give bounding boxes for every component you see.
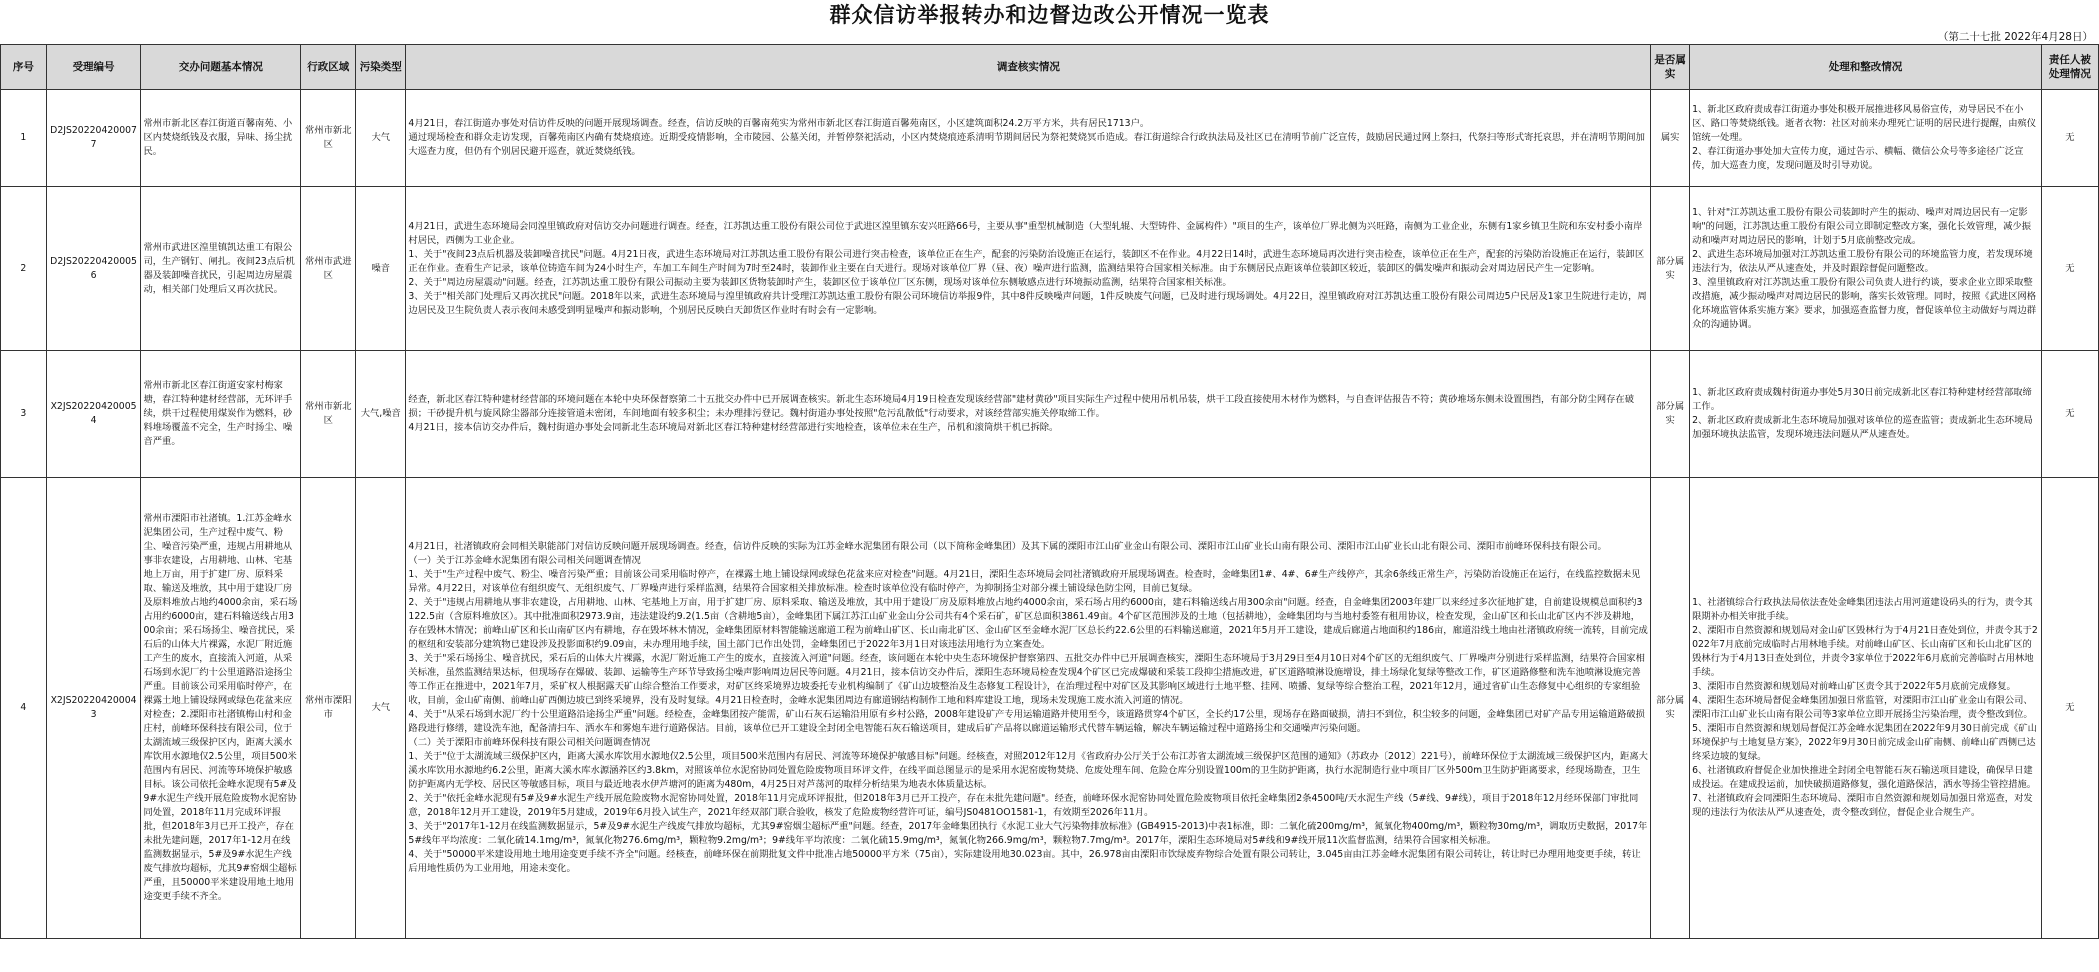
seq-cell: 4	[1, 478, 47, 939]
handling-cell	[1690, 478, 2042, 939]
verified-cell: 部分属实	[1651, 351, 1690, 478]
header-verified: 是否属实	[1651, 45, 1690, 90]
handling-paragraph: 6、社渚镇政府督促企业加快推进全封闭全电智能石灰石输送项目建设，确保早日建成投运。在建成投运前，加快破损道路修复，强化道路保洁，洒水等扬尘管控措施。	[1692, 765, 2037, 790]
handling-paragraph: 2、武进生态环境局加强对江苏凯达重工股份有限公司的环境监管力度，若发现环境违法行为，依法从严从速查处，并及时跟踪督促问题整改。	[1692, 248, 2033, 274]
header-id: 受理编号	[46, 45, 141, 90]
investigation-paragraph: 3、关于"相关部门处理后又再次扰民"问题。2018年以来，武进生态环境局与湟里镇政府共计受理江苏凯达重工股份有限公司环境信访举报9件，其中8件反映噪声问题，1件反映废气问题，已及时进行现场调处。4月22日，湟里镇政府对江苏凯达重工股份有限公司周边5户民居及1家卫生院进行走访，周边居民及卫生院负责人表示夜间未感受到明显噪声和振动影响，个别居民反映白天卸货区作业时有时会有一定影响。	[408, 290, 1647, 316]
handling-paragraph: 3、湟里镇政府对江苏凯达重工股份有限公司负责人进行约谈，要求企业立即采取整改措施，减少振动噪声对周边居民的影响，落实长效管理。同时，按照《武进区网格化环境监管体系实施方案》要求，加强巡查监督力度，督促该单位主动做好与周边群众的沟通协调。	[1692, 276, 2037, 330]
header-handling: 处理和整改情况	[1690, 45, 2042, 90]
verified-cell: 部分属实	[1651, 187, 1690, 351]
handling-paragraph: 1、社渚镇综合行政执法局依法查处金峰集团违法占用河道建设码头的行为，责令其限期补办相关审批手续。	[1692, 597, 2033, 622]
handling-cell	[1690, 351, 2042, 478]
verified-cell: 部分属实	[1651, 478, 1690, 939]
header-investigation: 调查核实情况	[406, 45, 1651, 90]
issue-cell: 常州市新北区春江街道百馨南苑、小区内焚烧纸钱及衣服，异味、扬尘扰民。	[141, 90, 301, 187]
investigation-cell	[406, 187, 1651, 351]
accountability-cell: 无	[2041, 90, 2098, 187]
header-seq: 序号	[1, 45, 47, 90]
investigation-cell	[406, 90, 1651, 187]
issue-cell: 常州市武进区湟里镇凯达重工有限公司，生产钢钉、闸扎。夜间23点后机器及装卸噪音扰民，引起周边房屋震动，相关部门处理后又再次扰民。	[141, 187, 301, 351]
table-row	[1, 90, 2099, 187]
id-cell: D2JS202204200077	[46, 90, 141, 187]
table-row	[1, 478, 2099, 939]
handling-cell	[1690, 187, 2042, 351]
table-row	[1, 187, 2099, 351]
handling-paragraph: 3、溧阳市自然资源和规划局对前峰山矿区责令其于2022年5月底前完成修复。	[1692, 681, 2016, 692]
table-row	[1, 351, 2099, 478]
investigation-paragraph: 通过现场检查和群众走访发现，百馨苑南区内确有焚烧痕迹。近期受疫情影响，全市陵园、公墓关闭，并暂停祭祀活动，小区内焚烧痕迹系清明节期间居民为祭祀焚烧冥币造成。春江街道综合行政执法局及社区已在清明节前广泛宣传，鼓励居民通过网上祭扫，代祭扫等形式寄托哀思，并在清明节期间加大巡查力度，但仍有个别居民避开巡查，就近焚烧纸钱。	[408, 132, 1645, 157]
handling-paragraph: 4、溧阳生态环境局督促金峰集团加强日常监管，对溧阳市江山矿业金山有限公司、溧阳市江山矿业长山南有限公司等3家单位立即开展扬尘污染治理，责令整改到位。	[1692, 695, 2033, 720]
investigation-paragraph: 4月21日，春江街道办事处对信访件反映的问题开展现场调查。经查，信访反映的百馨南苑实为常州市新北区春江街道百馨苑南区，小区建筑面积24.2万平方米，共有居民1713户。	[408, 118, 1150, 129]
header-pollution: 污染类型	[356, 45, 406, 90]
accountability-cell: 无	[2041, 187, 2098, 351]
pollution-cell: 噪音	[356, 187, 406, 351]
handling-paragraph: 7、社渚镇政府会同溧阳生态环境局、溧阳市自然资源和规划局加强日常巡查，对发现的违法行为依法从严从速查处，责令整改到位，督促企业合规生产。	[1692, 793, 2033, 818]
district-cell: 常州市溧阳市	[301, 478, 356, 939]
investigation-paragraph: 4月21日，社渚镇政府会同相关职能部门对信访反映问题开展现场调查。经查，信访件反映的实际为江苏金峰水泥集团有限公司（以下简称金峰集团）及其下属的溧阳市江山矿业金山有限公司、溧阳市江山矿业长山南有限公司、溧阳市江山矿业长山北有限公司、溧阳市前峰环保科技有限公司。	[408, 541, 1607, 552]
investigation-cell	[406, 351, 1651, 478]
investigation-paragraph: （二）关于溧阳市前峰环保科技有限公司相关问题调查情况	[408, 737, 651, 748]
investigation-cell	[406, 478, 1651, 939]
investigation-paragraph: 4、关于"从采石场到水泥厂约十公里道路沿途扬尘严重"问题。经检查，金峰集团按产能需，矿山石灰石运输沿用原有乡村公路，2008年建设矿产专用运输道路并使用至今，该道路贯穿4个矿区，全长约17公里，现场存在路面破损，清扫不到位，积尘较多的问题，金峰集团已对矿产品专用运输道路破损路段进行修缮，建设洗车池，配备清扫车、洒水车和雾炮车进行道路保洁。目前，该单位已开工建设全封闭全电智能石灰石输送项目，建成后矿产品将以廊道运输形式代替车辆运输，解决车辆运输过程中道路扬尘和交通噪声污染问题。	[408, 709, 1645, 734]
investigation-paragraph: 经查，新北区春江特种建材经营部的环境问题在本轮中央环保督察第二十五批交办件中已开展调查核实。新北生态环境局4月19日检查发现该经营部"建材黄砂"项目实际生产过程中使用吊机吊装，烘干工段直接使用木材作为燃料，与自查评估报告不符；黄砂堆场东侧未设置围挡，有部分防尘网存在破损；干砂提升机与旋风除尘器部分连接管道未密闭，车间地面有较多积尘；未办理排污登记。魏村街道办事处按照"危污乱散低"行动要求，对该经营部实施关停取缔工作。	[408, 394, 1635, 419]
header-row	[1, 45, 2099, 90]
id-cell: X2JS202204200054	[46, 351, 141, 478]
investigation-paragraph: 4月21日，接本信访交办件后，魏村街道办事处会同新北生态环境局对新北区春江特种建材经营部进行实地检查，该单位未在生产，吊机和滚筒烘干机已拆除。	[408, 422, 1059, 433]
investigation-paragraph: 1、关于"位于太湖流域三级保护区内，距离大溪水库饮用水源地仅2.5公里，项目500米范围内有居民、河流等环境保护敏感目标"问题。经核查，对照2012年12月《省政府办公厅关于公布江苏省太湖流域三级保护区范围的通知》（苏政办〔2012〕221号），前峰环保位于太湖流域三级保护区内，距离大溪水库饮用水源地约6.2公里，距离大溪水库水源涵养区约3.8km，对照该单位水泥窑协同处置危险废物项目环评文件，在线平面总图显示的是采用水泥窑废物焚烧、危废处理车间、危险仓库分别设置100m的卫生防护距离，执行水泥制造行业中项目厂区外500m卫生防护距离要求，经现场勘查，卫生防护距离内无学校、居民区等敏感目标，项目与最近地表水伊芦塘河的距离为480m，4月25日对芦荡河的取样分析结果为地表水体质量达标。	[408, 751, 1648, 790]
header-accountability: 责任人被处理情况	[2041, 45, 2098, 90]
handling-paragraph: 1、新北区政府责成魏村街道办事处5月30日前完成新北区春江特种建材经营部取缔工作。	[1692, 387, 2032, 412]
investigation-paragraph: 1、关于"生产过程中废气、粉尘、噪音污染严重；目前该公司采用临时停产，在裸露土地上铺设绿网或绿色花盆来应对检查"问题。4月21日，溧阳生态环境局会同社渚镇政府开展现场调查。检查时，金峰集团1#、4#、6#生产线停产，其余6条线正常生产，污染防治设施正在运行，在线监控数据未见异常。4月22日，对该单位有组织废气、无组织废气、厂界噪声进行采样监测，结果符合国家相关排放标准。检查时该单位没有临时停产，为抑制扬尘对部分裸土铺设绿色防尘网，目前已复绿。	[408, 569, 1641, 594]
pollution-cell: 大气,噪音	[356, 351, 406, 478]
header-district: 行政区域	[301, 45, 356, 90]
handling-paragraph: 1、针对"江苏凯达重工股份有限公司装卸时产生的振动、噪声对周边居民有一定影响"的问题，江苏凯达重工股份有限公司立即制定整改方案，强化长效管理，减少振动和噪声对周边居民的影响，计划于5月底前整改完成。	[1692, 206, 2032, 246]
batch-date: （第二十七批 2022年4月28日）	[1937, 31, 2093, 43]
seq-cell: 1	[1, 90, 47, 187]
issue-cell: 常州市溧阳市社渚镇。1.江苏金峰水泥集团公司，生产过程中废气、粉尘、噪音污染严重，违规占用耕地从事非农建设，占用耕地、山林、宅基地上万亩，用于扩建厂房、原料采取、输送及堆放，其中用于建设厂房及原料堆放占地约4000余亩，采石场占用约6000亩，建石料输送线占用300余亩；采石场扬尘、噪音扰民，采石后的山体大片裸露，水泥厂附近施工产生的废水，直接流入河道，从采石场到水泥厂约十公里道路沿途扬尘严重。目前该公司采用临时停产，在裸露土地上铺设绿网或绿色花盆来应对检查；2.溧阳市社渚镇梅山村和金庄村，前峰环保科技有限公司，位于太湖流域三级保护区内，距离大溪水库饮用水源地仅2.5公里，项目500米范围内有居民、河流等环境保护敏感目标。该公司依托金峰水泥现有5#及9#水泥生产线开展危险废物水泥窑协同处置，2018年11月完成环评报批，但2018年3月已开工投产，存在未批先建问题，2017年1-12月在线监测数据显示，5#及9#水泥生产线废气排放均超标，尤其9#窑烟尘超标严重，且50000平米建设用地土地用途变更手续不齐全。	[141, 478, 301, 939]
investigation-paragraph: 3、关于"采石场扬尘、噪音扰民，采石后的山体大片裸露，水泥厂附近施工产生的废水，直接流入河道"问题。经查，该问题在本轮中央生态环境保护督察第四、五批交办件中已开展调查核实，溧阳生态环境局于3月29日至4月10日对4个矿区的无组织废气、厂界噪声分别进行采样监测，结果符合国家相关标准，虽然监测结果达标，但现场存在爆破、装卸、运输等生产环节导致扬尘噪声影响周边居民等问题。4月21日，接本信访交办件后，溧阳生态环境局检查发现4个矿区已完成爆破和采装工段抑尘措施改进，矿区道路喷淋设施增设，排土场绿化复绿等整改工作，矿区道路修整和洗车池喷淋设施完善等工作正在推进中，2021年7月，采矿权人根据露天矿山综合整治工作要求，对矿区终采境界边坡委托专业机构编制了《矿山边坡整治及生态修复工程设计》，在治理过程中对矿区及其影响区域进行土地平整、挂网、喷播、复绿等综合整治工程，2021年12月，通过省矿山生态修复中心组织的专家组验收，目前，金山矿南侧、前峰山矿西侧边坡已到终采境界，没有及时复绿。4月21日检查时，金峰水泥集团周边有廊道钢结构制作工地和料库建设工地，现场未发现施工废水流入河道的情况。	[408, 653, 1645, 706]
investigation-paragraph: 2、关于"违规占用耕地从事非农建设，占用耕地、山林、宅基地上万亩，用于扩建厂房、原料采取、输送及堆放，其中用于建设厂房及原料堆放占地约4000余亩，采石场占用约6000亩，建石料输送线占用300余亩"问题。经查，自金峰集团2003年建厂以来经过多次征地扩建，自前建设规模总面积约3122.5亩（含原料堆放区）。其中批准面积2973.9亩，违法建设约9.2(1.5亩（含耕地5亩），金峰集团下属江苏江山矿业金山分公司共有4个采石矿，矿区总面积3861.49亩。4个矿区范围涉及的土地（包括耕地），金峰集团均与当地村委签有租用协议，检查发现，金山矿区和长山北矿区内不涉及耕地，存在毁林木情况；前峰山矿区和长山南矿区内有耕地，存在毁坏林木情况，金峰集团原材料智能输送廊道工程为前峰山矿区、长山南北矿区、金山矿区至金峰水泥厂区总长约22.6公里的石料输送廊道，2021年5月开工建设，建成后廊道占地面积约186亩，廊道沿线土地由社渚镇政府统一流转，目前完成的枢纽和安装部分建筑物已建设涉及投影面积约9.09亩，未办理用地手续，国土部门已作出处罚，金峰集团已于2022年3月1日对该违法用地行为立案查处。	[408, 597, 1648, 650]
issue-cell: 常州市新北区春江街道安家村梅家塘，春江特种建材经营部，无环评手续，烘干过程使用煤炭作为燃料，砂料堆场覆盖不完全，生产时扬尘、噪音严重。	[141, 351, 301, 478]
handling-paragraph: 1、新北区政府责成春江街道办事处积极开展推进移风易俗宣传，劝导居民不在小区、路口等焚烧纸钱。逝者衣物：社区对前来办理死亡证明的居民进行提醒，由殡仪馆统一处理。	[1692, 104, 2037, 143]
district-cell: 常州市新北区	[301, 351, 356, 478]
investigation-paragraph: （一）关于江苏金峰水泥集团有限公司相关问题调查情况	[408, 555, 641, 566]
district-cell: 常州市新北区	[301, 90, 356, 187]
header-issue: 交办问题基本情况	[141, 45, 301, 90]
id-cell: X2JS202204200043	[46, 478, 141, 939]
verified-cell: 属实	[1651, 90, 1690, 187]
investigation-paragraph: 4月21日，武进生态环境局会同湟里镇政府对信访交办问题进行调查。经查，江苏凯达重工股份有限公司位于武进区湟里镇东安兴旺路66号，主要从事"重型机械制造（大型轧辊、大型铸件、金属构件）"项目的生产，该单位厂界北侧为兴旺路，南侧为工业企业，东侧有1家乡镇卫生院和东安村委小南岸村居民，西侧为工业企业。	[408, 220, 1643, 246]
investigation-paragraph: 4、关于"50000平米建设用地土地用途变更手续不齐全"问题。经核查，前峰环保在前期批复文件中批准占地50000平方米（75亩），实际建设用地30.023亩。其中，26.978亩由溧阳市饮绿废弃物综合处置有限公司转让，3.045亩由江苏金峰水泥集团有限公司转让，转让时已办理用地变更手续，转让后用地性质仍为工业用地，用途未变化。	[408, 849, 1641, 874]
seq-cell: 3	[1, 351, 47, 478]
handling-paragraph: 5、溧阳市自然资源和规划局督促江苏金峰水泥集团在2022年9月30日前完成《矿山环境保护与土地复垦方案》，2022年9月30日前完成金山矿南侧、前峰山矿西侧已达终采边坡的复绿。	[1692, 723, 2037, 762]
seq-cell: 2	[1, 187, 47, 351]
page-title: 群众信访举报转办和边督边改公开情况一览表	[829, 3, 1270, 27]
id-cell: D2JS202204200056	[46, 187, 141, 351]
investigation-paragraph: 2、关于"周边房屋震动"问题。经查，江苏凯达重工股份有限公司振动主要为装卸区货物装卸时产生，装卸区位于该单位厂区东侧，现场对该单位东侧敏感点进行环境振动监测，结果符合国家相关标准。	[408, 276, 1232, 288]
investigation-paragraph: 1、关于"夜间23点后机器及装卸噪音扰民"问题。4月21日夜，武进生态环境局对江苏凯达重工股份有限公司进行突击检查，该单位正在生产，配套的污染防治设施正在运行，装卸区不在作业。4月22日14时，武进生态环境局再次进行突击检查，该单位正在生产，配套的污染防治设施正在运行，装卸区正在作业。查看生产记录，该单位铸造车间为24小时生产，车加工车间生产时间为7时至24时，装卸作业主要在白天进行。现场对该单位厂界（昼、夜）噪声进行监测，监测结果符合国家相关标准。由于东侧居民点距该单位装卸区较近，装卸区的偶发噪声和振动会对周边居民产生一定影响。	[408, 248, 1645, 274]
investigation-paragraph: 3、关于"2017年1-12月在线监测数据显示，5#及9#水泥生产线废气排放均超标，尤其9#窑烟尘超标严重"问题。经查，2017年金峰集团执行《水泥工业大气污染物排放标准》(GB4915-2013)中表1标准，即：二氧化硫200mg/m³，氮氧化物400mg/m³，颗粒物30mg/m³，调取历史数据，2017年5#线年平均浓度：二氧化硫14.1mg/m³，氮氧化物276.6mg/m³，颗粒物9.2mg/m³；9#线年平均浓度：二氧化硫15.9mg/m³，氮氧化物266.9mg/m³，颗粒物7.7mg/m³。2017年，溧阳生态环境局对5#线和9#线开展11次监督监测，结果符合国家相关标准。	[408, 821, 1648, 846]
handling-paragraph: 2、新北区政府责成新北生态环境局加强对该单位的巡查监管；责成新北生态环境局加强环境执法监管，发现环境违法问题从严从速查处。	[1692, 415, 2033, 440]
pollution-cell: 大气	[356, 478, 406, 939]
handling-paragraph: 2、春江街道办事处加大宣传力度，通过告示、横幅、微信公众号等多途径广泛宣传，加大巡查力度，发现问题及时引导劝说。	[1692, 146, 2024, 171]
accountability-cell: 无	[2041, 478, 2098, 939]
district-cell: 常州市武进区	[301, 187, 356, 351]
investigation-paragraph: 2、关于"依托金峰水泥现有5#及9#水泥生产线开展危险废物水泥窑协同处置，2018年11月完成环评报批，但2018年3月已开工投产，存在未批先建问题"。经查，前峰环保水泥窑协同处置危险废物项目依托金峰集团2条4500吨/天水泥生产线（5#线、9#线），项目于2018年12月经环保部门审批同意，2018年12月开工建设，2019年5月建成，2019年6月投入试生产，2021年经双部门联合验收，核发了危险废物经营许可证，编号JS0481OO1581-1，有效期至2026年11月。	[408, 793, 1639, 818]
handling-paragraph: 2、溧阳市自然资源和规划局对金山矿区毁林行为于4月21日查处到位，并责令其于2022年7月底前完成临时占用林地手续。对前峰山矿区、长山南矿区和长山北矿区的毁林行为于4月13日查处到位，并责令3家单位于2022年6月底前完善临时占用林地手续。	[1692, 625, 2038, 678]
handling-cell	[1690, 90, 2042, 187]
accountability-cell: 无	[2041, 351, 2098, 478]
pollution-cell: 大气	[356, 90, 406, 187]
report-table	[0, 44, 2099, 939]
